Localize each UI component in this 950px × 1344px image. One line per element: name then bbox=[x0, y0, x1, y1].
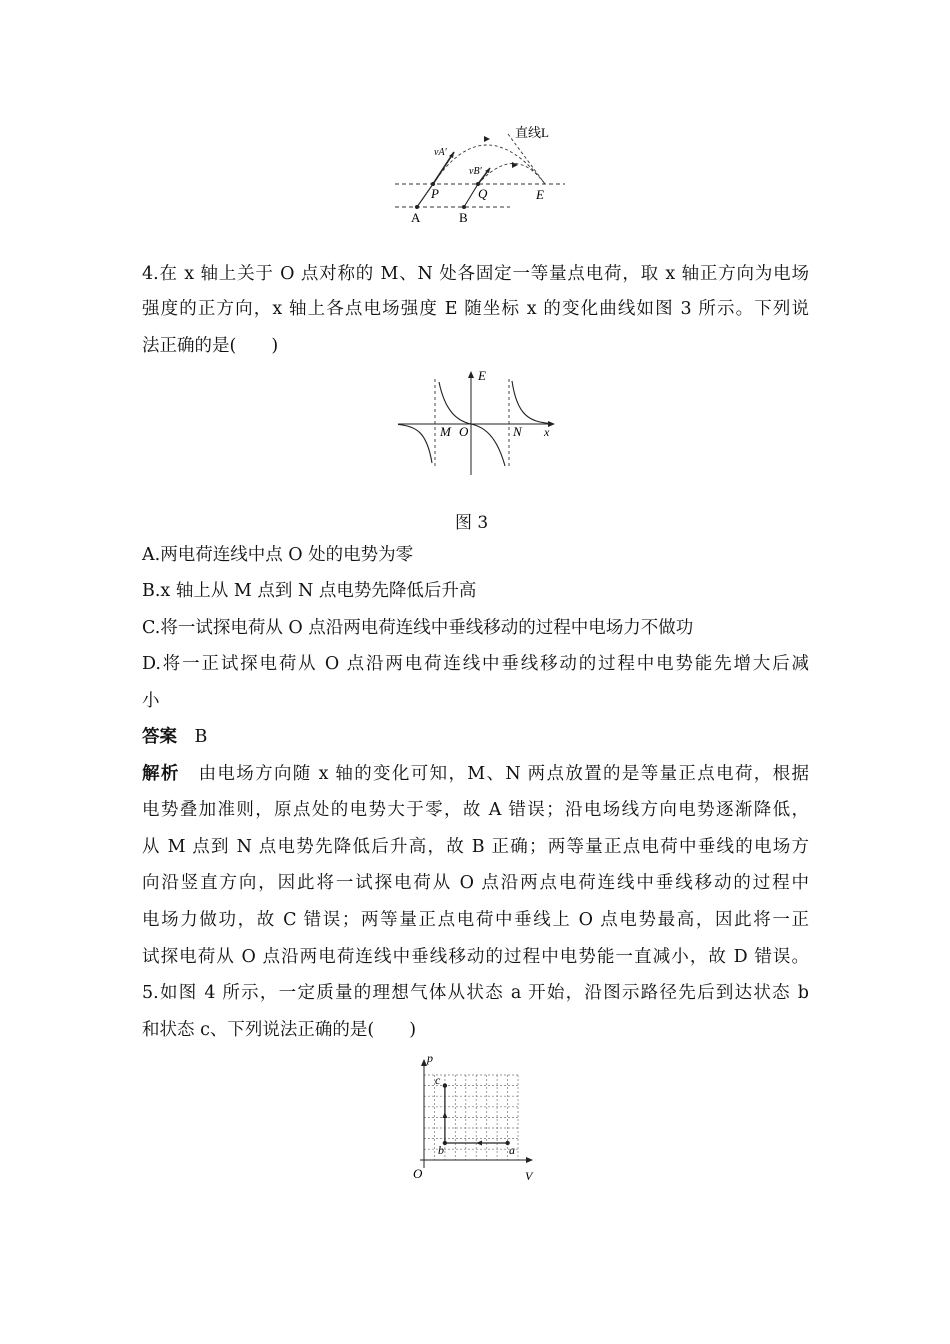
trajectory-q bbox=[478, 164, 545, 185]
state-c-label: c bbox=[435, 1073, 441, 1087]
line-label: 直线L bbox=[515, 125, 549, 140]
q4-option-a: A.两电荷连线中点 O 处的电势为零 bbox=[142, 545, 414, 565]
state-c-point bbox=[443, 1083, 447, 1087]
axis-e-label: E bbox=[478, 368, 486, 383]
point-p-label: P bbox=[431, 186, 439, 201]
point-a-label: A bbox=[411, 210, 421, 225]
q4-answer bbox=[142, 725, 207, 749]
q4-stem-line-1: 4.在 x 轴上关于 O 点对称的 M、N 处各固定一等量点电荷，取 x 轴正方向为电场 bbox=[142, 264, 809, 284]
answer-value: B bbox=[194, 727, 208, 747]
curve-right-outer bbox=[512, 381, 551, 424]
point-q-label: Q bbox=[478, 186, 488, 201]
projectile-figure bbox=[390, 118, 570, 230]
q4-analysis-line-2: 电势叠加准则，原点处的电势大于零，故 A 错误；沿电场线方向电势逐渐降低， bbox=[142, 800, 809, 820]
q4-analysis-line-6: 试探电荷从 O 点沿两电荷连线中垂线移动的过程中电势能一直减小，故 D 错误。 bbox=[142, 947, 809, 967]
q4-analysis-line-1 bbox=[142, 762, 809, 786]
axis-v-label: V bbox=[525, 1169, 533, 1183]
origin-o-label: O bbox=[459, 424, 469, 439]
analysis-text: 由电场方向随 x 轴的变化可知，M、N 两点放置的是等量正点电荷，根据 bbox=[198, 764, 810, 784]
trajectory-p bbox=[433, 145, 545, 184]
curve-left-outer bbox=[398, 425, 432, 464]
q4-option-d-cont: 小 bbox=[142, 691, 160, 711]
point-m-label: M bbox=[440, 424, 451, 439]
axis-p-label: p bbox=[427, 1051, 433, 1065]
q5-stem-line-2: 和状态 c、下列说法正确的是( ) bbox=[142, 1020, 417, 1040]
q4-stem-line-3: 法正确的是( ) bbox=[142, 336, 279, 356]
point-b-label: B bbox=[459, 210, 468, 225]
vb-label: vB′ bbox=[469, 166, 482, 177]
axis-x-label: x bbox=[544, 425, 550, 439]
q5-stem-line-1: 5.如图 4 所示，一定质量的理想气体从状态 a 开始，沿图示路径先后到达状态 b bbox=[142, 983, 809, 1003]
point-e-label: E bbox=[536, 187, 544, 202]
state-b-label: b bbox=[438, 1143, 444, 1157]
va-label: vA′ bbox=[434, 147, 447, 158]
figure-3-caption: 图 3 bbox=[455, 513, 489, 533]
segment-b-q bbox=[464, 184, 478, 207]
answer-label: 答案 bbox=[142, 727, 177, 747]
origin-label: O bbox=[413, 1166, 423, 1181]
state-a-label: a bbox=[509, 1143, 515, 1157]
q4-analysis-line-4: 向沿竖直方向，因此将一试探电荷从 O 点沿两点电荷连线中垂线移动的过程中 bbox=[142, 873, 809, 893]
q4-option-b: B.x 轴上从 M 点到 N 点电势先降低后升高 bbox=[142, 581, 477, 601]
point-n-label: N bbox=[513, 424, 522, 439]
q4-option-c: C.将一试探电荷从 O 点沿两电荷连线中垂线移动的过程中电场力不做功 bbox=[142, 618, 694, 638]
q4-analysis-line-3: 从 M 点到 N 点电势先降低后升高，故 B 正确；两等量正点电荷中垂线的电场方 bbox=[142, 837, 809, 857]
analysis-label: 解析 bbox=[142, 764, 180, 784]
q4-stem-line-2: 强度的正方向，x 轴上各点电场强度 E 随坐标 x 的变化曲线如图 3 所示。下列说 bbox=[142, 299, 809, 319]
q4-option-d: D.将一正试探电荷从 O 点沿两电荷连线中垂线移动的过程中电势能先增大后减 bbox=[142, 654, 809, 674]
pv-diagram bbox=[408, 1050, 543, 1186]
q4-analysis-line-5: 电场力做功，故 C 错误；两等量正点电荷中垂线上 O 点电势最高，因此将一正 bbox=[142, 910, 809, 930]
e-field-graph bbox=[395, 367, 560, 477]
